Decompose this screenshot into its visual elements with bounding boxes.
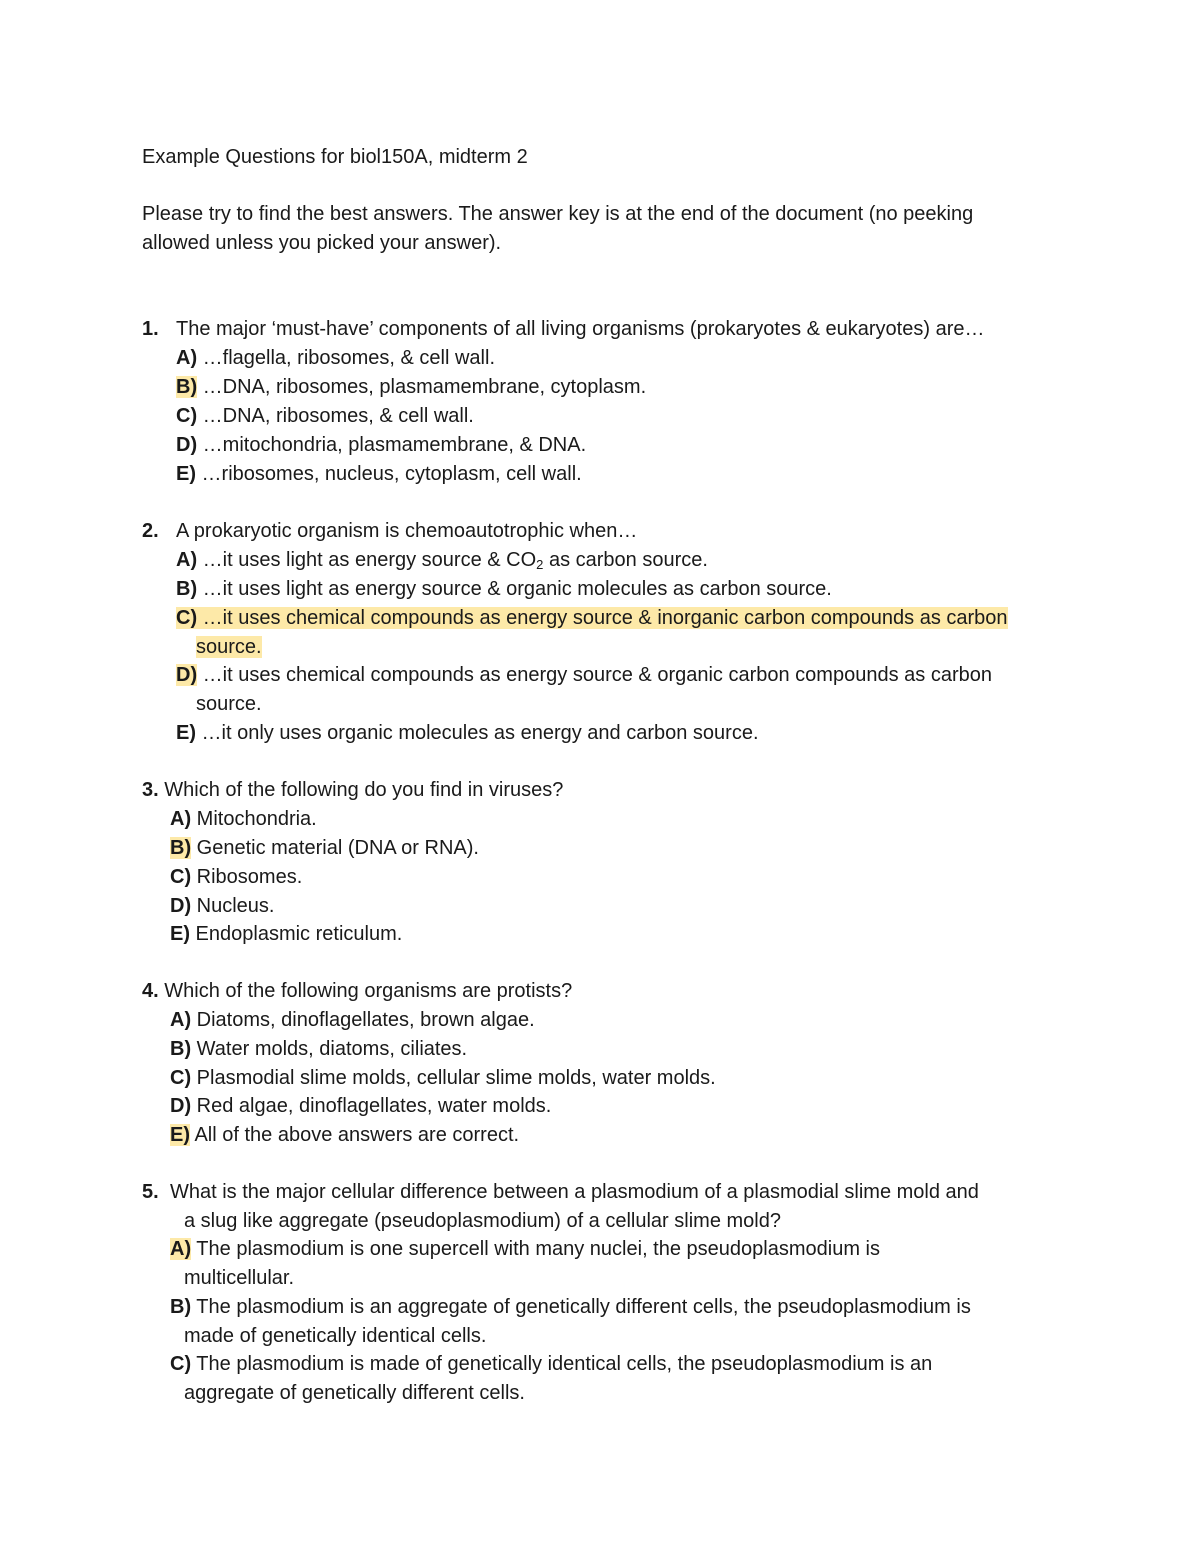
option-1e [176,461,582,487]
option-3c [170,864,302,890]
option-letter: C) [170,1067,192,1089]
option-text: …flagella, ribosomes, & cell wall. [197,347,495,369]
option-4a [170,1007,535,1033]
option-letter: E) [170,923,190,945]
option-5a-cont: multicellular. [184,1267,295,1289]
option-text: …it uses chemical compounds as energy source & organic carbon compounds as carbon [197,664,992,686]
option-letter-highlighted: B) [170,837,192,859]
option-letter: A) [170,1009,192,1031]
option-letter: B) [176,578,198,600]
option-letter: A) [176,549,198,571]
option-text: as carbon source. [543,549,708,571]
option-2d [176,662,992,688]
option-2b [176,576,832,602]
document-title: Example Questions for biol150A, midterm 2 [142,146,528,168]
question-1 [142,316,159,342]
intro-line-2: allowed unless you picked your answer). [142,232,502,254]
question-2-text: A prokaryotic organism is chemoautotrophic when… [176,520,638,542]
option-4c [170,1065,716,1091]
question-number: 5. [142,1181,159,1203]
question-4-text: Which of the following organisms are protists? [164,980,573,1002]
option-text: …DNA, ribosomes, & cell wall. [197,405,474,427]
question-5-text: What is the major cellular difference between a plasmodium of a plasmodial slime mold and [170,1181,979,1203]
option-text: The plasmodium is one supercell with many nuclei, the pseudoplasmodium is [191,1238,880,1260]
option-letter: E) [176,722,196,744]
option-text: …DNA, ribosomes, plasmamembrane, cytoplasm. [197,376,647,398]
option-text: The plasmodium is made of genetically identical cells, the pseudoplasmodium is an [191,1353,933,1375]
option-1a [176,345,495,371]
option-letter-highlighted: E) [170,1124,190,1146]
option-letter: C) [176,607,198,629]
option-4b [170,1036,467,1062]
option-letter-highlighted: B) [176,376,198,398]
option-text: …ribosomes, nucleus, cytoplasm, cell wall. [196,463,582,485]
option-letter: B) [170,1296,192,1318]
option-3b [170,835,479,861]
option-5c-cont: aggregate of genetically different cells. [184,1382,525,1404]
question-2 [142,518,159,544]
option-text: Diatoms, dinoflagellates, brown algae. [191,1009,535,1031]
option-letter: C) [176,405,198,427]
option-text: Endoplasmic reticulum. [190,923,403,945]
question-3 [142,777,563,803]
option-letter: D) [170,895,192,917]
option-text: Red algae, dinoflagellates, water molds. [191,1095,552,1117]
option-3d [170,893,274,919]
option-letter: D) [176,434,198,456]
question-5-text-cont: a slug like aggregate (pseudoplasmodium) of a cellular slime mold? [184,1210,781,1232]
option-2e [176,720,759,746]
option-2c-cont [196,634,262,660]
option-letter: A) [176,347,198,369]
option-letter: D) [170,1095,192,1117]
option-letter-highlighted: D) [176,664,198,686]
option-text: …it uses light as energy source & organic molecules as carbon source. [197,578,832,600]
option-1d [176,432,586,458]
option-2a [176,547,708,573]
option-text: …it uses chemical compounds as energy source & inorganic carbon compounds as carbon [197,607,1008,629]
subscript: 2 [536,557,544,572]
question-number: 3. [142,779,159,801]
option-5b [170,1294,971,1320]
option-text: …mitochondria, plasmamembrane, & DNA. [197,434,587,456]
option-2c [176,605,1008,631]
option-1c [176,403,474,429]
question-4 [142,978,572,1004]
option-text: …it uses light as energy source & CO [197,549,537,571]
highlighted-answer [176,607,1008,629]
question-3-text: Which of the following do you find in viruses? [164,779,564,801]
intro-line-1: Please try to find the best answers. The answer key is at the end of the document (no peeking [142,203,974,225]
highlighted-answer: source. [196,636,262,658]
question-number: 1. [142,318,159,340]
option-text: Water molds, diatoms, ciliates. [191,1038,468,1060]
option-3a [170,806,317,832]
question-1-text: The major ‘must-have’ components of all living organisms (prokaryotes & eukaryotes) are… [176,318,985,340]
option-4e [170,1122,519,1148]
option-text: Ribosomes. [191,866,303,888]
option-text: Nucleus. [191,895,275,917]
option-3e [170,921,402,947]
option-text: Mitochondria. [191,808,317,830]
option-text: All of the above answers are correct. [190,1124,520,1146]
option-text: The plasmodium is an aggregate of genetically different cells, the pseudoplasmodium is [191,1296,971,1318]
option-5a [170,1236,880,1262]
option-text: …it only uses organic molecules as energy and carbon source. [196,722,759,744]
option-letter: C) [170,866,192,888]
option-5c [170,1351,932,1377]
option-4d [170,1093,551,1119]
option-letter: C) [170,1353,192,1375]
question-number: 2. [142,520,159,542]
option-letter: E) [176,463,196,485]
option-letter: B) [170,1038,192,1060]
option-letter: A) [170,808,192,830]
question-number: 4. [142,980,159,1002]
option-text: Genetic material (DNA or RNA). [191,837,479,859]
option-text: Plasmodial slime molds, cellular slime molds, water molds. [191,1067,716,1089]
option-letter-highlighted: A) [170,1238,192,1260]
option-1b [176,374,646,400]
option-5b-cont: made of genetically identical cells. [184,1325,487,1347]
option-2d-cont: source. [196,693,262,715]
question-5 [142,1179,159,1205]
